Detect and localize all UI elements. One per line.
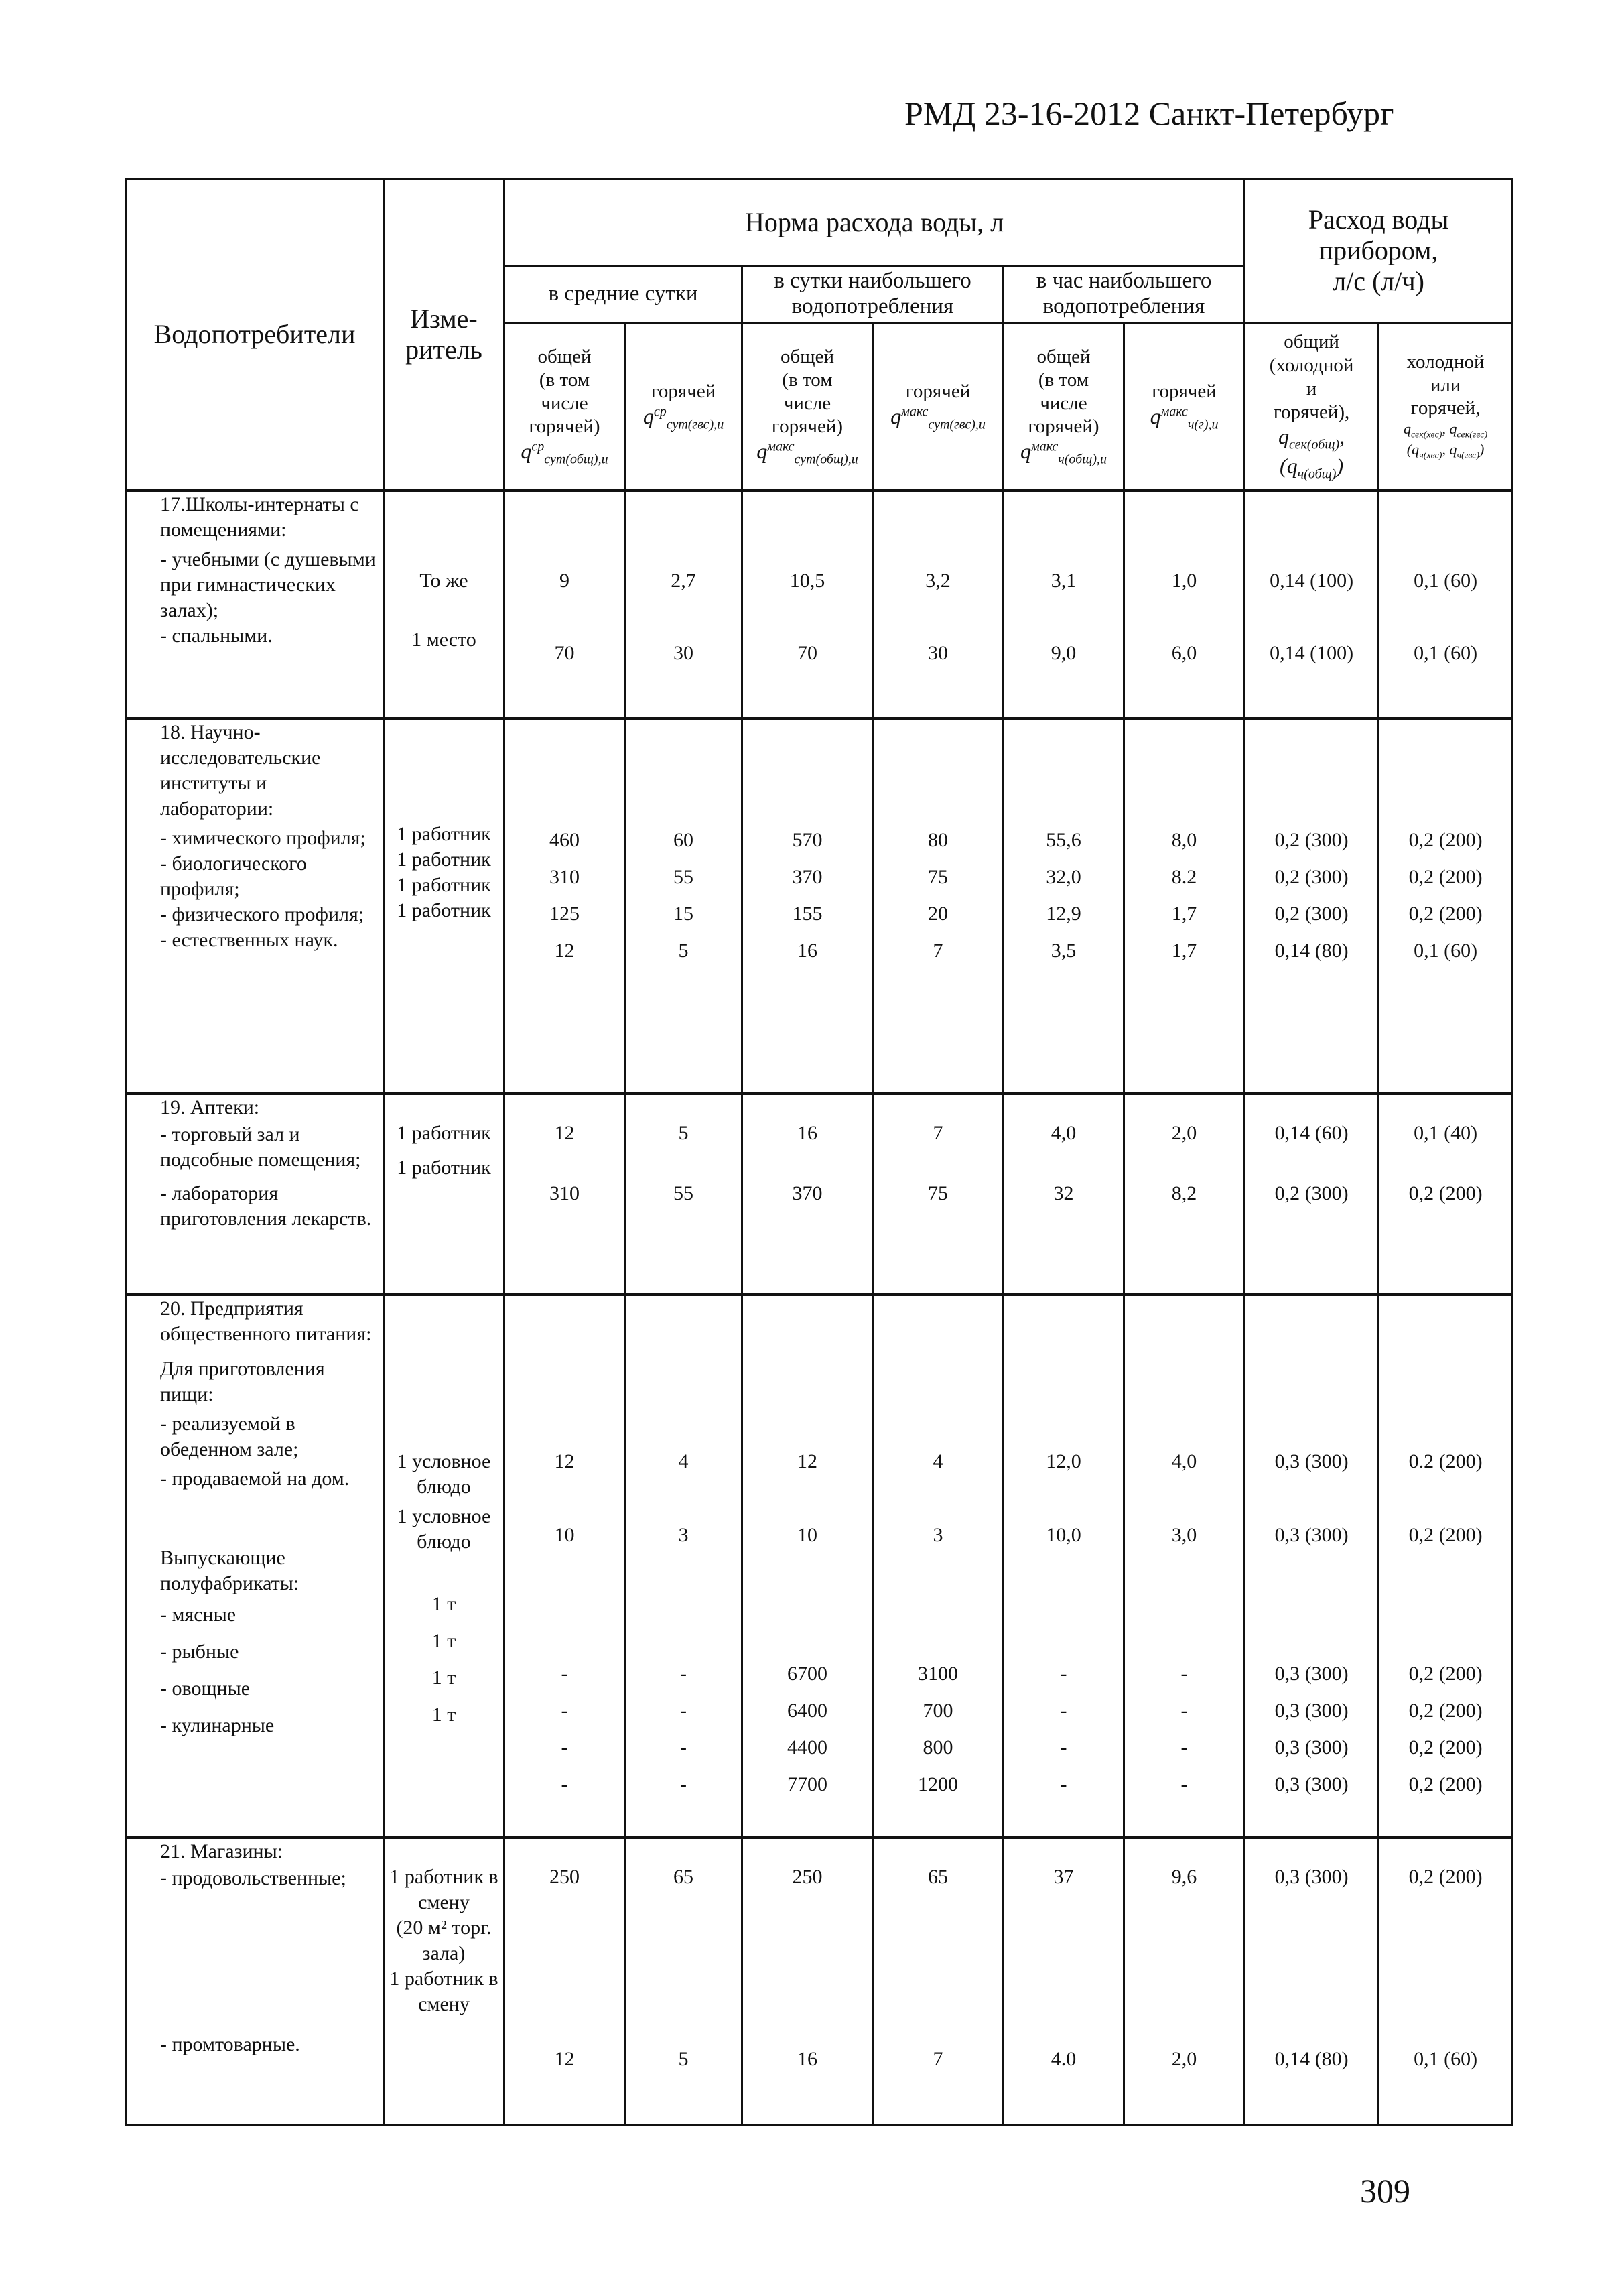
value-cell: 0,1 (40) 0,2 (200) bbox=[1379, 1094, 1513, 1295]
value-cell: 8,0 8.2 1,7 1,7 bbox=[1124, 718, 1245, 1094]
header-device-flow: Расход воды прибором, л/с (л/ч) bbox=[1245, 179, 1513, 323]
unit-cell: 1 работник 1 работник bbox=[384, 1094, 504, 1295]
document-header: РМД 23-16-2012 Санкт-Петербург bbox=[904, 94, 1394, 132]
value-cell: 4,0 3,0 - - - - bbox=[1124, 1295, 1245, 1838]
value-cell: 0,1 (60) 0,1 (60) bbox=[1379, 491, 1513, 718]
value-cell: 12 10 6700 6400 4400 7700 bbox=[742, 1295, 873, 1838]
header-maxhour-hot: горячей $q^{макс}_{ч(г),u}$ bbox=[1124, 323, 1245, 491]
water-consumption-table bbox=[125, 178, 1513, 2126]
value-cell: 0,3 (300) 0,3 (300) 0,3 (300) 0,3 (300) 0,3 (300) 0,3 (300) bbox=[1245, 1295, 1379, 1838]
value-cell: 0,2 (200) 0,1 (60) bbox=[1379, 1838, 1513, 2126]
header-consumers: Водопотребители bbox=[126, 179, 384, 491]
header-meter: Изме- ритель bbox=[384, 179, 504, 491]
value-cell: 9 70 bbox=[504, 491, 625, 718]
table-row bbox=[126, 491, 1513, 718]
value-cell: 65 7 bbox=[873, 1838, 1004, 2126]
value-cell: 2,7 30 bbox=[625, 491, 742, 718]
page-number: 309 bbox=[1360, 2172, 1410, 2210]
value-cell: 570 370 155 16 bbox=[742, 718, 873, 1094]
value-cell: 12 10 - - - - bbox=[504, 1295, 625, 1838]
value-cell: 250 16 bbox=[742, 1838, 873, 2126]
value-cell: 0,2 (300) 0,2 (300) 0,2 (300) 0,14 (80) bbox=[1245, 718, 1379, 1094]
value-cell: 0,14 (100) 0,14 (100) bbox=[1245, 491, 1379, 718]
value-cell: 60 55 15 5 bbox=[625, 718, 742, 1094]
value-cell: 0.2 (200) 0,2 (200) 0,2 (200) 0,2 (200) 0,2 (200) 0,2 (200) bbox=[1379, 1295, 1513, 1838]
value-cell: 2,0 8,2 bbox=[1124, 1094, 1245, 1295]
value-cell: 4,0 32 bbox=[1004, 1094, 1124, 1295]
value-cell: 4 3 - - - - bbox=[625, 1295, 742, 1838]
consumer-cell: 17.Школы-интернаты с помещениями: - учебными (с душевыми при гимнастических залах); - спальными. bbox=[126, 491, 384, 718]
consumer-cell: 20. Предприятия общественного питания: Для приготовления пищи: - реализуемой в обеденном зале; - продаваемой на дом. Выпускающие полуфабрикаты: - мясные - рыбные - овощные - кулинарные bbox=[126, 1295, 384, 1838]
header-flow-general: общий (холодной и горячей), $q_{сек(общ)}$, $(q_{ч(общ)})$ bbox=[1245, 323, 1379, 491]
consumer-cell: 18. Научно-исследовательские институты и лаборатории: - химического профиля; - биологического профиля; - физического профиля; - естественных наук. bbox=[126, 718, 384, 1094]
value-cell: 0,14 (60) 0,2 (300) bbox=[1245, 1094, 1379, 1295]
value-cell: 3,1 9,0 bbox=[1004, 491, 1124, 718]
value-cell: 37 4.0 bbox=[1004, 1838, 1124, 2126]
value-cell: 4 3 3100 700 800 1200 bbox=[873, 1295, 1004, 1838]
value-cell: 0,2 (200) 0,2 (200) 0,2 (200) 0,1 (60) bbox=[1379, 718, 1513, 1094]
consumer-cell: 21. Магазины: - продовольственные; - промтоварные. bbox=[126, 1838, 384, 2126]
header-max-day: в сутки наибольшего водопотребления bbox=[742, 266, 1004, 323]
unit-cell: 1 работник 1 работник 1 работник 1 работник bbox=[384, 718, 504, 1094]
unit-cell: 1 работник в смену (20 м² торг. зала) 1 работник в смену bbox=[384, 1838, 504, 2126]
value-cell: 3,2 30 bbox=[873, 491, 1004, 718]
header-maxday-hot: горячей $q^{макс}_{сут(гвс),u}$ bbox=[873, 323, 1004, 491]
value-cell: 55,6 32,0 12,9 3,5 bbox=[1004, 718, 1124, 1094]
unit-cell: То же 1 место bbox=[384, 491, 504, 718]
value-cell: 12 310 bbox=[504, 1094, 625, 1295]
value-cell: 10,5 70 bbox=[742, 491, 873, 718]
value-cell: 65 5 bbox=[625, 1838, 742, 2126]
value-cell: 460 310 125 12 bbox=[504, 718, 625, 1094]
consumer-cell: 19. Аптеки: - торговый зал и подсобные помещения; - лаборатория приготовления лекарств. bbox=[126, 1094, 384, 1295]
table-row bbox=[126, 718, 1513, 1094]
table-row bbox=[126, 1094, 1513, 1295]
value-cell: 250 12 bbox=[504, 1838, 625, 2126]
header-flow-cold-or-hot: холодной или горячей, $q_{сек(хвс)}$, $q_{сек(гвс)}$ ($q_{ч(хвс)}$, $q_{ч(гвс)}$) bbox=[1379, 323, 1513, 491]
unit-cell: 1 условное блюдо 1 условное блюдо 1 т 1 т 1 т 1 т bbox=[384, 1295, 504, 1838]
header-avg-hot: горячей $q^{ср}_{сут(гвс),u}$ bbox=[625, 323, 742, 491]
value-cell: 80 75 20 7 bbox=[873, 718, 1004, 1094]
value-cell: 7 75 bbox=[873, 1094, 1004, 1295]
header-norm: Норма расхода воды, л bbox=[504, 179, 1245, 266]
value-cell: 1,0 6,0 bbox=[1124, 491, 1245, 718]
header-max-hour: в час наибольшего водопотребления bbox=[1004, 266, 1245, 323]
value-cell: 12,0 10,0 - - - - bbox=[1004, 1295, 1124, 1838]
value-cell: 9,6 2,0 bbox=[1124, 1838, 1245, 2126]
header-maxday-total: общей (в том числе горячей) $q^{макс}_{сут(общ),u}$ bbox=[742, 323, 873, 491]
table-row bbox=[126, 1295, 1513, 1838]
value-cell: 5 55 bbox=[625, 1094, 742, 1295]
header-avg-day: в средние сутки bbox=[504, 266, 742, 323]
value-cell: 16 370 bbox=[742, 1094, 873, 1295]
header-avg-total: общей (в том числе горячей) $q^{ср}_{сут(общ),u}$ bbox=[504, 323, 625, 491]
value-cell: 0,3 (300) 0,14 (80) bbox=[1245, 1838, 1379, 2126]
table-row bbox=[126, 1838, 1513, 2126]
header-maxhour-total: общей (в том числе горячей) $q^{макс}_{ч(общ),u}$ bbox=[1004, 323, 1124, 491]
